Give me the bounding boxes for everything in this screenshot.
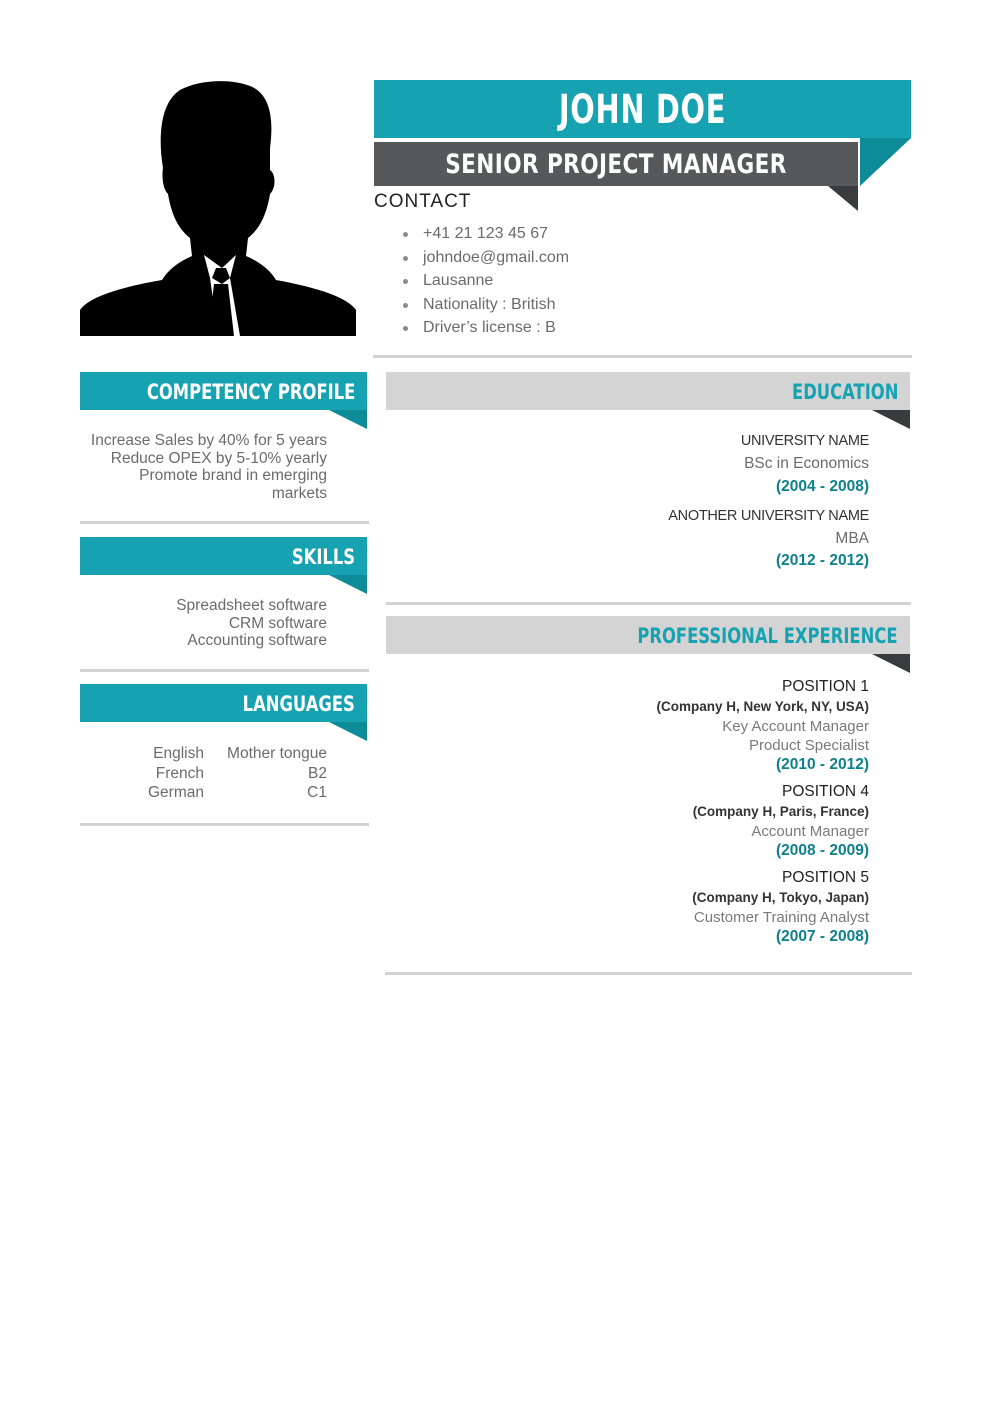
language-name: French — [155, 764, 204, 782]
experience-position: POSITION 4 — [782, 783, 869, 800]
education-degree: MBA — [835, 530, 869, 547]
education-years: (2004 - 2008) — [775, 478, 869, 495]
competency-header — [80, 372, 367, 410]
experience-role: Account Manager — [751, 823, 869, 840]
experience-position: POSITION 5 — [782, 869, 869, 886]
profile-photo — [80, 78, 356, 336]
divider — [385, 972, 912, 975]
skill-line: Accounting software — [187, 632, 327, 649]
candidate-name: JOHN DOE — [558, 87, 727, 133]
divider — [80, 823, 369, 826]
experience-years: (2007 - 2008) — [775, 928, 869, 945]
education-degree: BSc in Economics — [744, 455, 869, 472]
contact-heading: CONTACT — [374, 191, 472, 212]
experience-header-fold — [872, 654, 910, 673]
experience-company: (Company H, New York, NY, USA) — [656, 699, 869, 714]
contact-email: johndoe@gmail.com — [400, 246, 569, 270]
languages-header-fold — [329, 722, 367, 741]
skill-line: CRM software — [228, 614, 327, 632]
language-name: English — [153, 745, 204, 762]
language-level: Mother tongue — [227, 745, 327, 762]
divider — [373, 355, 912, 358]
experience-years: (2010 - 2012) — [775, 756, 869, 773]
competency-line: Promote brand in emerging — [139, 467, 327, 484]
divider — [386, 602, 911, 605]
education-title: EDUCATION — [791, 380, 898, 404]
name-banner-fold — [860, 138, 911, 186]
competency-header-fold — [329, 410, 367, 429]
experience-position: POSITION 1 — [782, 678, 869, 695]
experience-title: PROFESSIONAL EXPERIENCE — [637, 624, 898, 648]
contact-license: Driver’s license : B — [400, 316, 569, 340]
divider — [80, 521, 369, 524]
language-level: C1 — [307, 784, 327, 801]
job-title: SENIOR PROJECT MANAGER — [445, 149, 787, 180]
experience-role: Product Specialist — [748, 737, 869, 754]
language-name: German — [148, 784, 204, 801]
experience-role: Key Account Manager — [722, 718, 869, 735]
experience-company: (Company H, Tokyo, Japan) — [692, 890, 869, 905]
education-header-fold — [872, 410, 910, 429]
name-banner — [374, 80, 911, 138]
skills-title: SKILLS — [291, 545, 355, 569]
skills-header-fold — [329, 575, 367, 594]
education-school: UNIVERSITY NAME — [740, 433, 869, 449]
contact-city: Lausanne — [400, 269, 569, 293]
job-title-banner — [374, 142, 858, 186]
education-header — [386, 372, 910, 410]
education-years: (2012 - 2012) — [775, 552, 869, 569]
divider — [80, 669, 369, 672]
competency-title: COMPETENCY PROFILE — [146, 380, 355, 404]
skills-header — [80, 537, 367, 575]
competency-line: markets — [271, 484, 327, 502]
competency-line: Reduce OPEX by 5-10% yearly — [110, 449, 327, 467]
languages-title: LANGUAGES — [242, 692, 355, 716]
contact-phone: +41 21 123 45 67 — [400, 222, 569, 246]
experience-header — [386, 616, 910, 654]
language-level: B2 — [308, 764, 327, 782]
skill-line: Spreadsheet software — [176, 597, 327, 614]
experience-role: Customer Training Analyst — [693, 909, 869, 926]
experience-years: (2008 - 2009) — [775, 842, 869, 859]
job-title-banner-fold — [828, 186, 858, 211]
experience-company: (Company H, Paris, France) — [692, 804, 869, 819]
education-school: ANOTHER UNIVERSITY NAME — [668, 508, 869, 524]
contact-nationality: Nationality : British — [400, 293, 569, 317]
contact-list — [400, 222, 569, 340]
competency-line: Increase Sales by 40% for 5 years — [90, 432, 327, 449]
languages-header — [80, 684, 367, 722]
